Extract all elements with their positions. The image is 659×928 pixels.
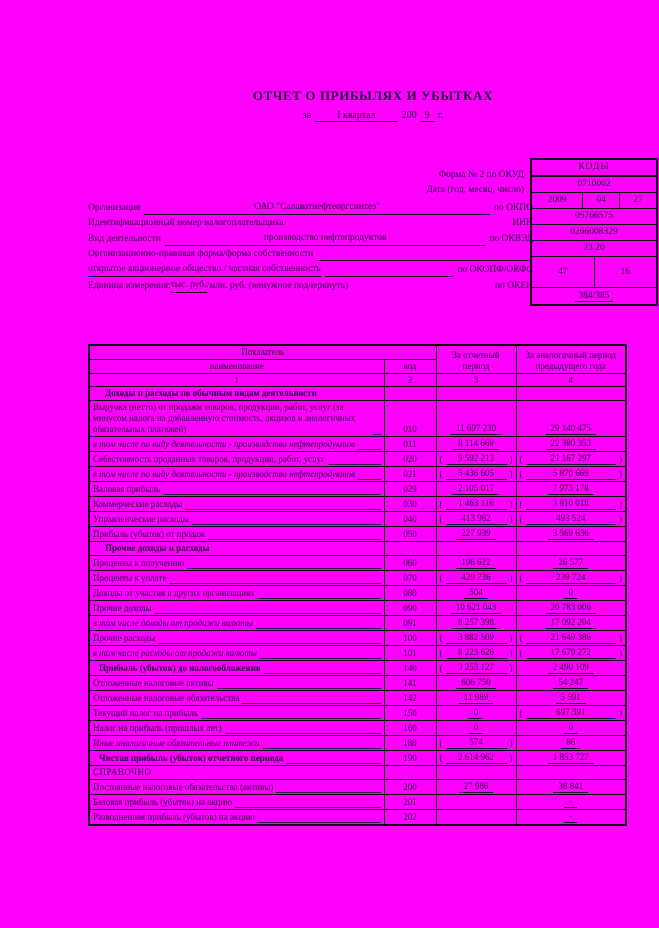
okved-code: 23.20 [532,241,656,257]
row-current [436,542,516,556]
row-label: Базовая прибыль (убыток) на акцию [89,795,384,810]
legal-form-line-2 [88,262,533,277]
scanned-report-page [88,88,658,826]
table-row [89,766,626,780]
table-row [89,452,626,467]
table-row [89,556,626,571]
codes-header: КОДЫ [532,160,656,177]
row-current: ( 429 736 ) [436,571,516,586]
row-code: 141 [384,676,436,691]
organization-info [88,200,533,294]
row-label: Прибыль (убыток) от продаж [89,527,384,542]
row-previous: 26 577 [516,556,626,571]
row-current: ( 3 882 509 ) [436,631,516,646]
period-prefix: за [302,110,312,121]
legal-form-label: Организационно-правовая форма/форма собственности [88,249,314,259]
row-previous: ( 17 679 272 ) [516,646,626,661]
activity-label: Вид деятельности [88,234,162,244]
row-code: 190 [384,751,436,766]
table-row [89,676,626,691]
row-label: Доходы и расходы по обычным видам деятельности [89,387,384,401]
table-row [89,780,626,795]
activity-value: производство нефтепродуктов [165,231,485,246]
row-label: Чистая прибыль (убыток) отчетного периода [89,751,384,766]
row-code [384,387,436,401]
row-previous: 0 [516,586,626,601]
row-code: 202 [384,810,436,826]
table-row [89,646,626,661]
unit-line [88,278,533,293]
row-label: Прибыль (убыток) до налогообложения [89,661,384,676]
date-month: 04 [583,193,620,208]
table-row [89,512,626,527]
row-previous: 38 841 [516,780,626,795]
row-code: 080 [384,586,436,601]
row-current: ( 1 463 116 ) [436,497,516,512]
col-header-indicator: Показатель [89,345,436,360]
row-label: Отложенные налоговые активы [89,676,384,691]
unit-label: Единица измерения: [88,281,171,291]
row-current: 8 114 669 [436,437,516,452]
row-current [436,810,516,826]
row-code: 060 [384,556,436,571]
row-code: 091 [384,616,436,631]
table-row [89,706,626,721]
table-row [89,497,626,512]
row-previous: 3 569 636 [516,527,626,542]
row-current: 0 [436,706,516,721]
row-code: 142 [384,691,436,706]
row-label: Текущий налог на прибыль [89,706,384,721]
row-current: ( 574 ) [436,736,516,751]
row-current: 10 621 043 [436,601,516,616]
row-label: Иные аналогичные обязательные платежи [89,736,384,751]
report-period-line [88,110,658,122]
okopf-code: 47 [532,257,595,287]
period-year: 200 [401,110,417,121]
row-current: ( 413 962 ) [436,512,516,527]
table-row [89,736,626,751]
period-value: I квартал [315,110,398,122]
row-previous [516,387,626,401]
row-code: 201 [384,795,436,810]
period-suffix: г. [437,110,444,121]
okved-label: по ОКВЭД [489,234,533,244]
row-label: Проценты к уплате [89,571,384,586]
row-previous: 22 380 353 [516,437,626,452]
okpo-code: 05766575 [532,209,656,225]
row-code: 100 [384,631,436,646]
row-label: Налог на прибыль (прошлых лет) [89,721,384,736]
row-code [384,542,436,556]
row-code: 180 [384,736,436,751]
organization-line [88,200,533,215]
date-label: Дата (год, месяц, число) [426,185,524,195]
form-meta-labels [426,168,524,198]
row-previous: 1 853 727 [516,751,626,766]
row-label: Себестоимость проданных товаров, продукции, работ, услуг [89,452,384,467]
row-code: 050 [384,527,436,542]
okopf-okfs-code [532,257,656,288]
row-label: Проценты к получению [89,556,384,571]
row-previous: - [516,810,626,826]
row-current [436,795,516,810]
row-label: Отложенные налоговые обязательства [89,691,384,706]
col-header-prev-period: За аналогичный период предыдущего года [516,345,626,374]
okfs-code: 16 [620,267,630,277]
row-code: 029 [384,482,436,497]
row-previous: ( 239 724 ) [516,571,626,586]
table-row [89,661,626,676]
table-row [89,401,626,437]
inn-line [88,216,533,230]
table-row [89,616,626,631]
table-row [89,691,626,706]
row-code: 010 [384,401,436,437]
okei-label: по ОКЕИ [494,281,533,291]
row-current: ( 2 614 962 ) [436,751,516,766]
table-row [89,601,626,616]
row-code: 020 [384,452,436,467]
row-current: 8 257 398 [436,616,516,631]
row-code: 040 [384,512,436,527]
organization-label: Организация [88,203,141,213]
row-label: Коммерческие расходы [89,497,384,512]
organization-value: ОАО "Салаватнефтеоргсинтез" [144,200,489,215]
row-previous: ( 3 910 018 ) [516,497,626,512]
row-previous: ( 21 167 297 ) [516,452,626,467]
row-code: 021 [384,467,436,482]
row-code: 200 [384,780,436,795]
date-day: 27 [633,195,643,205]
row-label: Постоянные налоговые обязательства (активы) [89,780,384,795]
row-label: в том числе доходы от продажи валюты [89,616,384,631]
row-code: 030 [384,497,436,512]
row-previous: ( 21 649 386 ) [516,631,626,646]
inn-line-label: Идентификационный номер налогоплательщика [88,218,284,228]
table-row [89,586,626,601]
col-number-2: 2 [384,374,436,387]
row-current: ( 8 223 626 ) [436,646,516,661]
form-header [88,122,658,301]
row-current: 27 986 [436,780,516,795]
row-label: в том числе по виду деятельности - производство нефтепродуктов [89,467,384,482]
row-code: 101 [384,646,436,661]
row-current: 11 697 230 [436,401,516,437]
row-current [436,766,516,780]
row-previous: ( 697 391 ) [516,706,626,721]
row-current: 2 105 017 [436,482,516,497]
okpo-label: по ОКПО [493,203,533,213]
table-row [89,387,626,401]
table-row [89,631,626,646]
row-current: 11 989 [436,691,516,706]
inn-label: ИНН [512,218,533,228]
row-previous: - [516,795,626,810]
row-previous: ( 493 524 ) [516,512,626,527]
col-header-name: наименование [89,360,384,374]
row-current: 227 939 [436,527,516,542]
table-row [89,482,626,497]
row-code: 070 [384,571,436,586]
legal-form-value: открытое акционерное общество / частная собственность [88,262,321,277]
okopf-label: по ОКОПФ/ОКФС [457,265,533,275]
row-current [436,387,516,401]
table-row [89,437,626,452]
row-current: 504 [436,586,516,601]
activity-line [88,231,533,246]
row-previous: ( 5 870 669 ) [516,467,626,482]
date-code [532,193,656,209]
row-code: 011 [384,437,436,452]
row-previous [516,542,626,556]
row-code: 090 [384,601,436,616]
table-row [89,810,626,826]
row-previous: 29 140 475 [516,401,626,437]
row-label: в том числе по виду деятельности - производство нефтепродуктов [89,437,384,452]
row-previous: 2 490 109 [516,661,626,676]
row-current: 0 [436,721,516,736]
row-current: 606 750 [436,676,516,691]
row-label: Прочие расходы [89,631,384,646]
row-previous: 20 783 006 [516,601,626,616]
date-year: 2009 [532,193,583,208]
row-label: Валовая прибыль [89,482,384,497]
row-label: СПРАВОЧНО [89,766,384,780]
page-title: ОТЧЕТ О ПРИБЫЛЯХ И УБЫТКАХ [252,88,494,103]
row-code: 160 [384,721,436,736]
row-current: ( 5 436 605 ) [436,467,516,482]
okud-code: 0710002 [532,177,656,193]
legal-form-line-1 [88,247,533,261]
row-current: ( 3 253 127 ) [436,661,516,676]
period-year-digit: 9 [420,110,435,122]
inn-code: 0266008329 [532,225,656,241]
row-previous: 7 973 178 [516,482,626,497]
table-row [89,542,626,556]
col-header-period: За отчетный период [436,345,516,374]
unit-suffix: /млн. руб. (ненужное подчеркнуть) [206,281,349,291]
col-number-1: 1 [89,374,384,387]
row-label: Разводненная прибыль (убыток) на акцию [89,810,384,826]
row-label: Управленческие расходы [89,512,384,527]
unit-value: тыс. руб. [171,278,207,293]
row-label: Доходы от участия в других организациях [89,586,384,601]
row-label: Прочие доходы и расходы [89,542,384,556]
row-previous: 17 092 204 [516,616,626,631]
table-row [89,467,626,482]
row-label: в том числе расходы от продажи валюты [89,646,384,661]
table-row [89,795,626,810]
row-current: 196 622 [436,556,516,571]
table-row [89,751,626,766]
row-code: 140 [384,661,436,676]
row-code [384,766,436,780]
row-label: Прочие доходы [89,601,384,616]
table-row [89,571,626,586]
row-previous: 5 591 [516,691,626,706]
row-previous [516,766,626,780]
profit-loss-table [88,344,627,826]
col-header-code: код [384,360,436,374]
okei-code: 384/385 [532,288,656,304]
col-number-4: 4 [516,374,626,387]
row-code: 150 [384,706,436,721]
row-previous: 86 [516,736,626,751]
table-row [89,721,626,736]
row-current: ( 9 592 213 ) [436,452,516,467]
row-label: Выручка (нетто) от продажи товаров, продукции, работ, услуг (за минусом налога на добавленную стоимость, акцизов и аналогичных обязательных платежей) [89,401,384,437]
codes-box [530,158,658,306]
row-previous: 0 [516,721,626,736]
col-number-3: 3 [436,374,516,387]
row-previous: 54 247 [516,676,626,691]
table-row [89,527,626,542]
form-number-label: Форма № 2 по ОКУД [438,170,524,180]
